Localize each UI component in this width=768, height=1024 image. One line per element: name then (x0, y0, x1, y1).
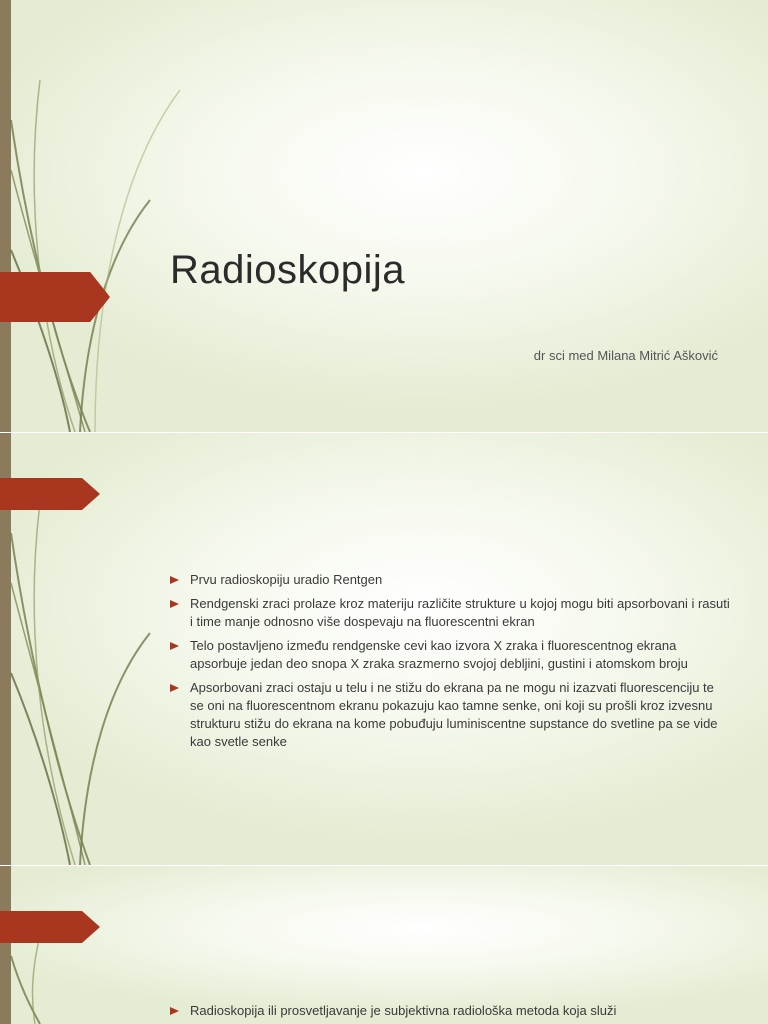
swoosh-decoration (0, 0, 200, 432)
list-item (170, 679, 730, 751)
list-item (170, 571, 730, 589)
slide-content-partial (0, 866, 768, 1024)
bullet-text: Telo postavljeno između rendgenske cevi kao izvora X zraka i fluorescentnog ekrana apsorbuje jedan deo snopa X zraka srazmerno svojoj debljini, gustini i atomskom broju (190, 638, 688, 671)
slide-content (0, 433, 768, 865)
slide-title (0, 0, 768, 432)
bullet-list (170, 571, 730, 757)
slide-title-text: Radioskopija (170, 248, 406, 292)
list-item (170, 595, 730, 631)
triangle-bullet-icon (170, 576, 179, 584)
list-item (170, 1002, 730, 1020)
swoosh-decoration (0, 866, 200, 1024)
bullet-text: Rendgenski zraci prolaze kroz materiju različite strukture u kojoj mogu biti apsorbovani i rasuti i time manje odnosno više dospevaju na fluorescentni ekran (190, 596, 730, 629)
arrow-tab-icon (0, 911, 100, 943)
arrow-tab-icon (0, 478, 100, 510)
bullet-list (170, 1002, 730, 1024)
bullet-text: Apsorbovani zraci ostaju u telu i ne stižu do ekrana pa ne mogu ni izazvati fluorescenciju te se oni na fluorescentnom ekranu pokazuju kao tamne senke, oni koji su prošli kroz izvesnu strukturu stižu do ekrana na kome pobuđuju luminiscentne supstance do svetline pa se vide kao svetle senke (190, 680, 718, 749)
slide-subtitle-text: dr sci med Milana Mitrić Ašković (533, 348, 718, 363)
triangle-bullet-icon (170, 600, 179, 608)
triangle-bullet-icon (170, 684, 179, 692)
list-item (170, 637, 730, 673)
bullet-text: Prvu radioskopiju uradio Rentgen (190, 572, 383, 587)
triangle-bullet-icon (170, 1007, 179, 1015)
arrow-tab-icon (0, 272, 110, 322)
triangle-bullet-icon (170, 642, 179, 650)
bullet-text: Radioskopija ili prosvetljavanje je subjektivna radiološka metoda koja služi (190, 1003, 617, 1018)
